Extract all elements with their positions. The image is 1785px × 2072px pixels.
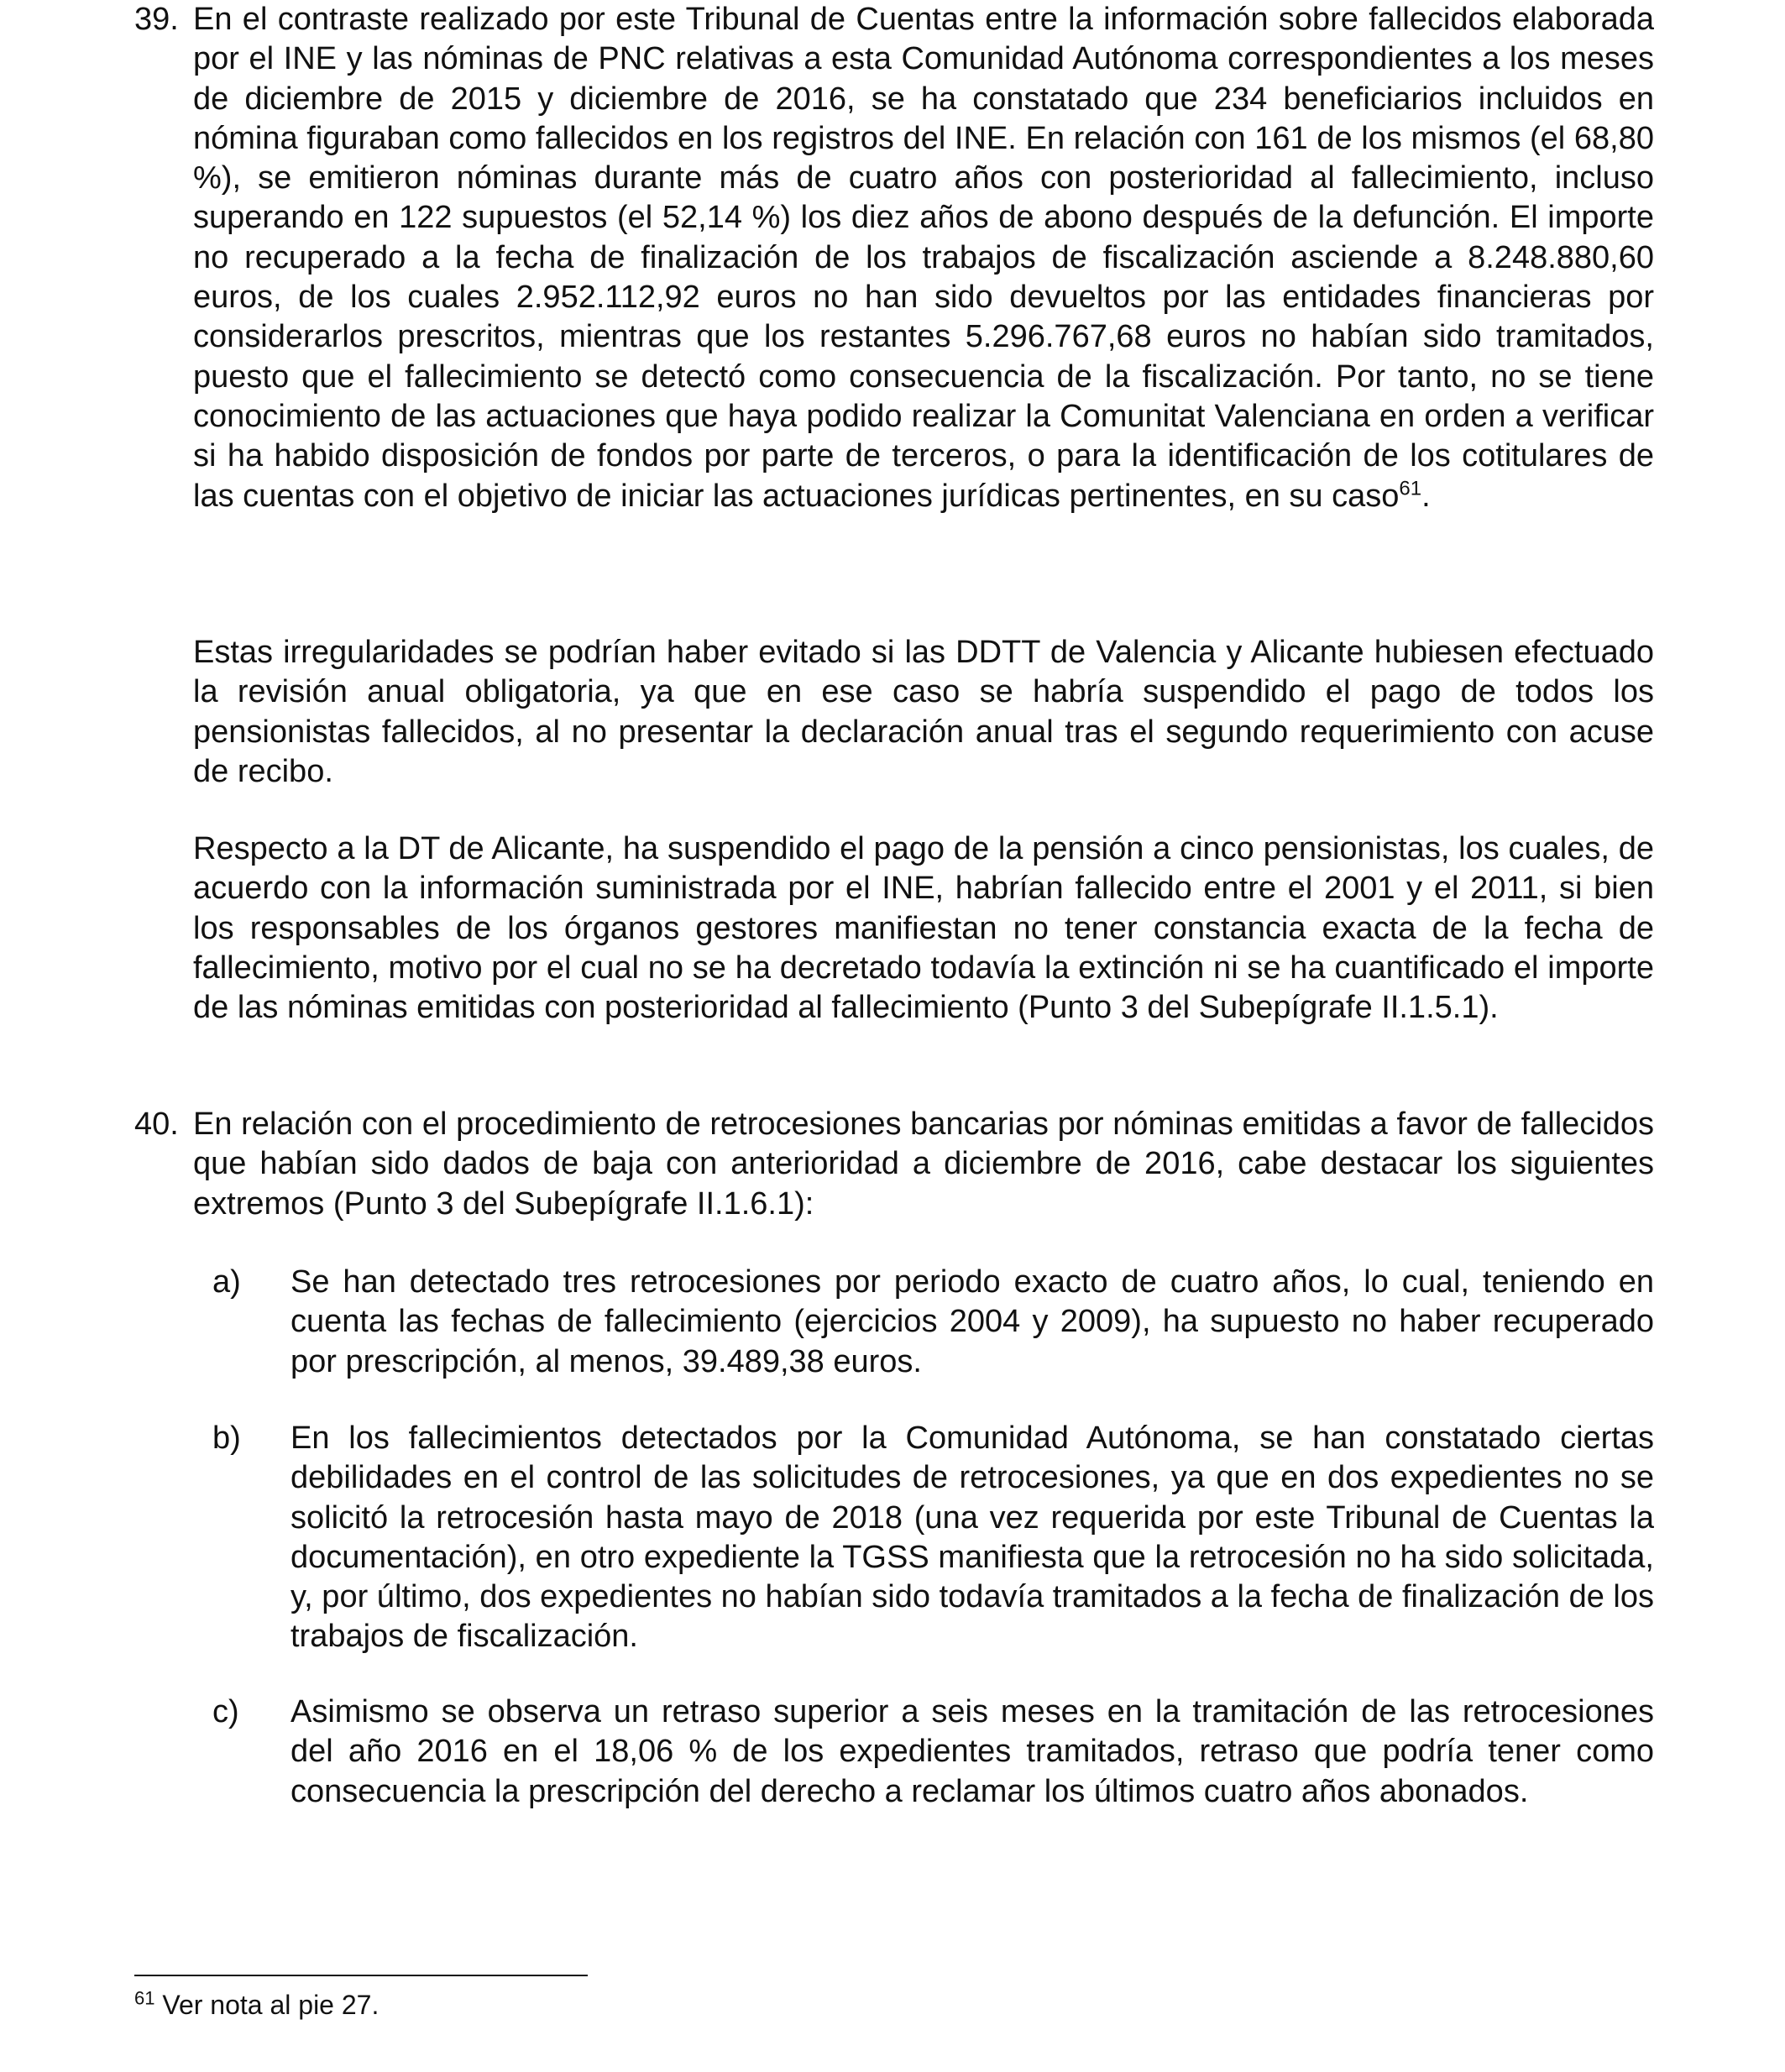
paragraph-40-body [193, 1105, 1654, 1224]
list-item-text [291, 1419, 1654, 1657]
paragraph-39-text-3: Respecto a la DT de Alicante, ha suspendido el pago de la pensión a cinco pensionistas, los cuales, de acuerdo con la información suministrada por el INE, habrían fallecido entre el 2001 y el 2011, si bien los responsables de los órganos gestores manifiestan no tener constancia exacta de la fecha de fallecimiento, motivo por el cual no se ha decretado todavía la extinción ni se ha cuantificado el importe de las nóminas emitidas con posterioridad al fallecimiento (Punto 3 del Subepígrafe II.1.5.1). [193, 831, 1654, 1026]
list-item-c-text: Asimismo se observa un retraso superior a seis meses en la tramitación de las retrocesiones del año 2016 en el 18,06 % de los expedientes tramitados, retraso que podría tener como consecuencia la prescripción del derecho a reclamar los últimos cuatro años abonados. [291, 1694, 1654, 1809]
paragraph-40-intro: En relación con el procedimiento de retrocesiones bancarias por nóminas emitidas a favor de fallecidos que habían sido dados de baja con anterioridad a diciembre de 2016, cabe destacar los siguientes extremos (Punto 3 del Subepígrafe II.1.6.1): [193, 1107, 1654, 1222]
paragraph-39-text-1-end: . [1421, 478, 1431, 514]
list-item-letter: a) [212, 1264, 241, 1300]
list-item-letter: c) [212, 1694, 239, 1729]
paragraph-39-body-2 [193, 633, 1654, 792]
paragraph-number: 39. [134, 2, 179, 37]
list-item-letter: b) [212, 1421, 241, 1456]
paragraph-39-body [193, 0, 1654, 516]
footnote-number: 61 [134, 1987, 155, 2009]
list-item-text [291, 1263, 1654, 1382]
paragraph-39-text-1 [193, 0, 1654, 516]
footnote-61 [134, 1988, 379, 2022]
list-item-a-text: Se han detectado tres retrocesiones por periodo exacto de cuatro años, lo cual, teniendo en cuenta las fechas de fallecimiento (ejercicios 2004 y 2009), ha supuesto no haber recuperado por prescripción, al menos, 39.489,38 euros. [291, 1264, 1654, 1379]
paragraph-39-body-3 [193, 829, 1654, 1028]
paragraph-39-text-2: Estas irregularidades se podrían haber evitado si las DDTT de Valencia y Alicante hubiesen efectuado la revisión anual obligatoria, ya que en ese caso se habría suspendido el pago de todos los pensionistas fallecidos, al no presentar la declaración anual tras el segundo requerimiento con acuse de recibo. [193, 635, 1654, 789]
list-item-b-text: En los fallecimientos detectados por la Comunidad Autónoma, se han constatado ciertas debilidades en el control de las solicitudes de retrocesiones, ya que en dos expedientes no se solicitó la retrocesión hasta mayo de 2018 (una vez requerida por este Tribunal de Cuentas la documentación), en otro expediente la TGSS manifiesta que la retrocesión no ha sido solicitada, y, por último, dos expedientes no habían sido todavía tramitados a la fecha de finalización de los trabajos de fiscalización. [291, 1421, 1654, 1655]
footnote-ref-61[interactable]: 61 [1399, 476, 1422, 500]
list-item-text [291, 1693, 1654, 1812]
paragraph-number: 40. [134, 1107, 179, 1142]
footnote-text: Ver nota al pie 27. [162, 1990, 380, 2020]
footnote-separator [134, 1975, 588, 1976]
paragraph-39-text-1-content: En el contraste realizado por este Tribunal de Cuentas entre la información sobre fallecidos elaborada por el INE y las nóminas de PNC relativas a esta Comunidad Autónoma correspondientes a los meses de diciembre de 2015 y diciembre de 2016, se ha constatado que 234 beneficiarios incluidos en nómina figuraban como fallecidos en los registros del INE. En relación con 161 de los mismos (el 68,80 %), se emitieron nóminas durante más de cuatro años con posterioridad al fallecimiento, incluso superando en 122 supuestos (el 52,14 %) los diez años de abono después de la defunción. El importe no recuperado a la fecha de finalización de los trabajos de fiscalización asciende a 8.248.880,60 euros, de los cuales 2.952.112,92 euros no han sido devueltos por las entidades financieras por considerarlos prescritos, mientras que los restantes 5.296.767,68 euros no habían sido tramitados, puesto que el fallecimiento se detectó como consecuencia de la fiscalización. Por tanto, no se tiene conocimiento de las actuaciones que haya podido realizar la Comunitat Valenciana en orden a verificar si ha habido disposición de fondos por parte de terceros, o para la identificación de los cotitulares de las cuentas con el objetivo de iniciar las actuaciones jurídicas pertinentes, en su caso [193, 2, 1654, 514]
